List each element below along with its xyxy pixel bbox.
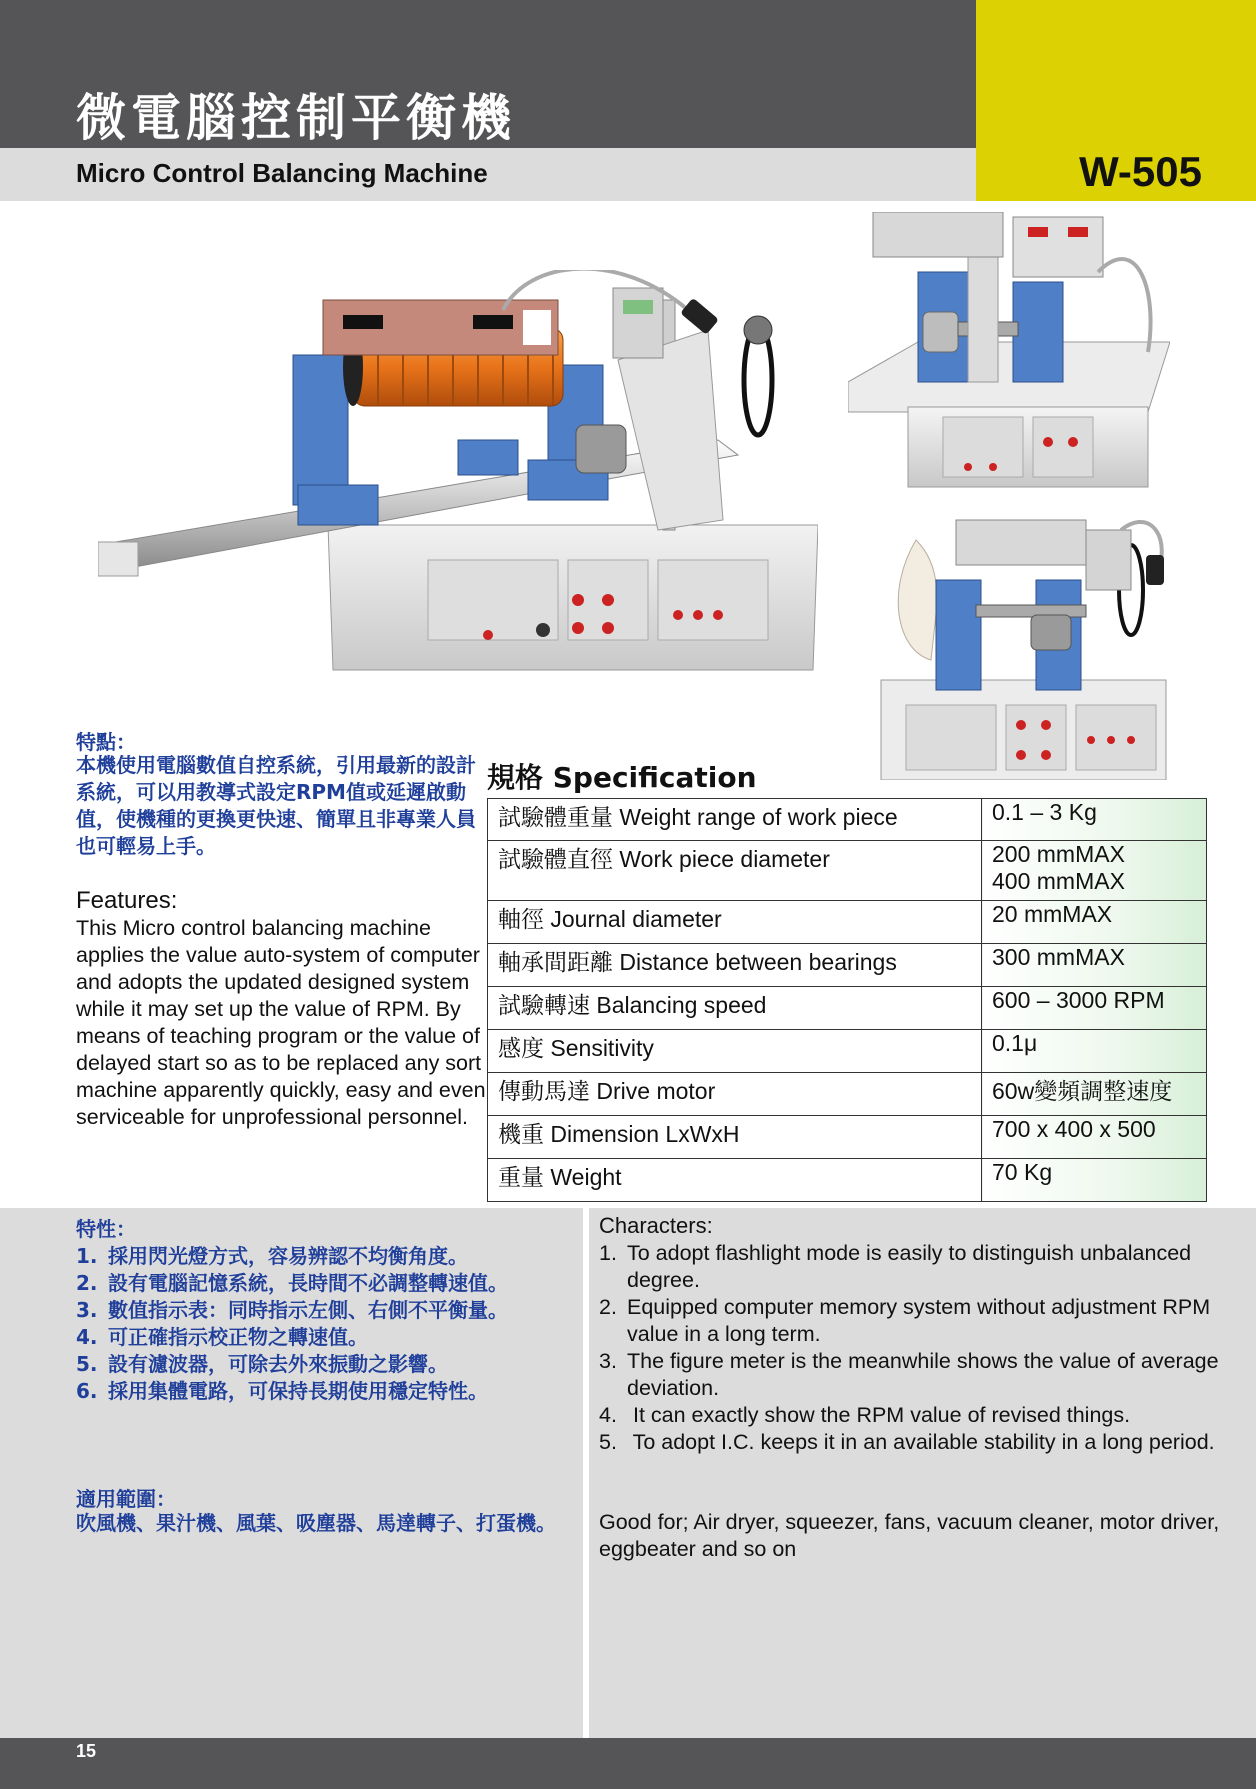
- features-text-zh: 本機使用電腦數值自控系統，引用最新的設計系統，可以用教導式設定RPM值或延遲啟動值，使機種的更換更快速、簡單且非專業人員也可輕易上手。: [76, 753, 476, 858]
- spec-row: [488, 1030, 1207, 1073]
- application-text: 吹風機、果汁機、風葉、吸塵器、馬達轉子、打蛋機。: [76, 1511, 556, 1535]
- list-item: [76, 1240, 508, 1267]
- list-item: [599, 1429, 1239, 1456]
- item-text: 設有電腦記憶系統，長時間不必調整轉速值。: [108, 1271, 508, 1295]
- model-number: W-505: [1079, 148, 1202, 195]
- spec-label: 試驗體重量 Weight range of work piece: [488, 799, 982, 841]
- item-text: 採用集體電路，可保持長期使用穩定特性。: [108, 1379, 488, 1403]
- list-item: [599, 1240, 1239, 1294]
- item-text: 設有濾波器，可除去外來振動之影響。: [108, 1352, 448, 1376]
- item-text: The figure meter is the meanwhile shows the value of average deviation.: [627, 1349, 1219, 1400]
- good-for-text: Good for; Air dryer, squeezer, fans, vacuum cleaner, motor driver, eggbeater and so on: [599, 1510, 1220, 1561]
- list-item: [76, 1321, 508, 1348]
- item-text: To adopt I.C. keeps it in an available stability in a long period.: [627, 1430, 1215, 1454]
- item-number: 6.: [76, 1379, 98, 1403]
- list-item: [599, 1402, 1239, 1429]
- spec-row: [488, 1159, 1207, 1202]
- list-item: [76, 1348, 508, 1375]
- spec-value: 700 x 400 x 500: [982, 1116, 1207, 1159]
- page-title-en: Micro Control Balancing Machine: [76, 158, 488, 188]
- features-title-en: Features:: [76, 887, 178, 914]
- main-machine-photo: [98, 270, 818, 680]
- characters-list-zh: [76, 1240, 508, 1402]
- spec-row: [488, 841, 1207, 901]
- spec-label: 軸徑 Journal diameter: [488, 901, 982, 944]
- spec-row: [488, 901, 1207, 944]
- spec-label: 軸承間距離 Distance between bearings: [488, 944, 982, 987]
- item-text: Equipped computer memory system without adjustment RPM value in a long term.: [627, 1295, 1211, 1346]
- spec-row: [488, 799, 1207, 841]
- spec-label: 試驗轉速 Balancing speed: [488, 987, 982, 1030]
- item-text: It can exactly show the RPM value of revised things.: [627, 1403, 1131, 1427]
- spec-table: [487, 798, 1207, 1202]
- spec-value: 70 Kg: [982, 1159, 1207, 1202]
- list-item: [76, 1267, 508, 1294]
- side-machine-photo-bottom: [876, 510, 1176, 780]
- spec-label: 機重 Dimension LxWxH: [488, 1116, 982, 1159]
- spec-label: 傳動馬達 Drive motor: [488, 1073, 982, 1116]
- spec-label: 感度 Sensitivity: [488, 1030, 982, 1073]
- spec-row: [488, 1073, 1207, 1116]
- item-number: 5.: [599, 1430, 617, 1454]
- spec-label: 重量 Weight: [488, 1159, 982, 1202]
- features-title-zh: 特點：: [76, 730, 136, 754]
- item-text: 採用閃光燈方式，容易辨認不均衡角度。: [108, 1244, 468, 1268]
- spec-value: 60w變頻調整速度: [982, 1073, 1207, 1116]
- item-text: To adopt flashlight mode is easily to distinguish unbalanced degree.: [627, 1241, 1192, 1292]
- characters-title-zh: 特性：: [76, 1217, 136, 1241]
- application-title: 適用範圍：: [76, 1487, 176, 1511]
- footer-band: [0, 1738, 1256, 1789]
- spec-row: [488, 987, 1207, 1030]
- page-number: 15: [76, 1741, 97, 1761]
- spec-value: 0.1μ: [982, 1030, 1207, 1073]
- characters-title-en: Characters:: [599, 1213, 713, 1238]
- spec-value: 600 – 3000 RPM: [982, 987, 1207, 1030]
- spec-value: [982, 841, 1207, 901]
- item-number: 5.: [76, 1352, 98, 1376]
- page-title-zh: 微電腦控制平衡機: [76, 89, 516, 147]
- features-text-en: This Micro control balancing machine applies the value auto-system of computer and adopts the updated designed system while it may set up the value of RPM. By means of teaching program or the value of delayed start so as to be replaced any sort machine apparently quickly, easy and even serviceable for unprofessional personnel.: [76, 916, 486, 1129]
- item-number: 2.: [76, 1271, 98, 1295]
- item-text: 可正確指示校正物之轉速值。: [108, 1325, 368, 1349]
- item-number: 1.: [76, 1244, 98, 1268]
- item-number: 2.: [599, 1295, 617, 1319]
- spec-row: [488, 944, 1207, 987]
- item-number: 4.: [599, 1403, 617, 1427]
- item-number: 3.: [599, 1349, 617, 1373]
- spec-title: 規格 Specification: [487, 761, 757, 794]
- list-item: [599, 1348, 1239, 1402]
- spec-value-line: 200 mmMAX: [992, 841, 1125, 867]
- item-number: 1.: [599, 1241, 617, 1265]
- item-text: 數值指示表：同時指示左側、右側不平衡量。: [108, 1298, 508, 1322]
- list-item: [76, 1294, 508, 1321]
- list-item: [76, 1375, 508, 1402]
- spec-value: 300 mmMAX: [982, 944, 1207, 987]
- characters-list-en: [599, 1240, 1239, 1456]
- spec-row: [488, 1116, 1207, 1159]
- spec-value: 20 mmMAX: [982, 901, 1207, 944]
- list-item: [599, 1294, 1239, 1348]
- item-number: 4.: [76, 1325, 98, 1349]
- spec-value-line: 400 mmMAX: [992, 868, 1125, 894]
- item-number: 3.: [76, 1298, 98, 1322]
- side-machine-photo-top: [848, 212, 1170, 492]
- spec-label: 試驗體直徑 Work piece diameter: [488, 841, 982, 901]
- spec-value: 0.1 – 3 Kg: [982, 799, 1207, 841]
